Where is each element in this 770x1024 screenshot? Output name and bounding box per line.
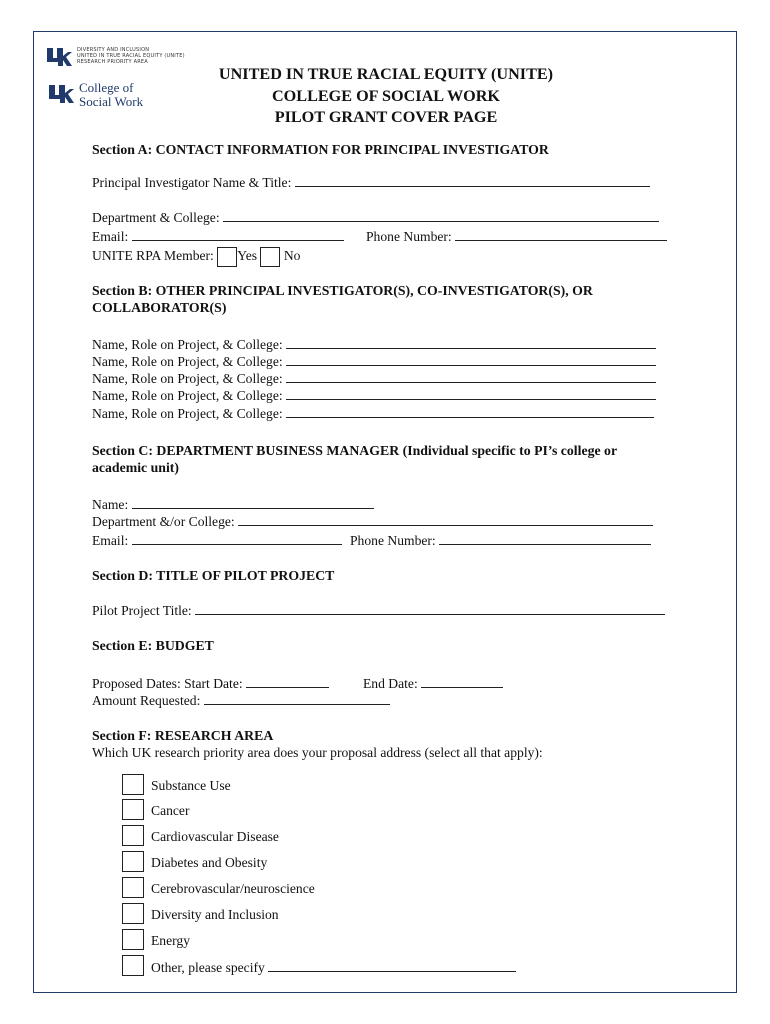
section-a-heading: Section A: CONTACT INFORMATION FOR PRINCIPAL INVESTIGATOR [92, 142, 549, 157]
collaborator-line[interactable] [286, 405, 654, 418]
collaborator-label: Name, Role on Project, & College: [92, 337, 283, 352]
manager-dept-line[interactable] [238, 513, 653, 526]
logo-line-1: DIVERSITY AND INCLUSION [77, 47, 150, 53]
unite-member-label: UNITE RPA Member: [92, 248, 214, 263]
end-date-field[interactable] [363, 675, 503, 692]
pi-dept-line[interactable] [223, 209, 659, 222]
section-b-heading-1: Section B: OTHER PRINCIPAL INVESTIGATOR(S), CO-INVESTIGATOR(S), OR [92, 283, 593, 298]
collaborator-label: Name, Role on Project, & College: [92, 354, 283, 369]
pi-phone-field[interactable] [366, 228, 667, 245]
manager-phone-field[interactable] [350, 532, 651, 549]
title-line-2: COLLEGE OF SOCIAL WORK [271, 87, 501, 105]
pi-email-line[interactable] [132, 228, 344, 241]
pi-dept-field[interactable] [92, 209, 659, 226]
other-label: Other, please specify [151, 960, 265, 975]
cardiovascular-checkbox[interactable] [122, 825, 144, 846]
section-e-heading: Section E: BUDGET [92, 638, 214, 653]
logo-line-3: RESEARCH PRIORITY AREA [77, 59, 148, 65]
pi-name-line[interactable] [295, 174, 650, 187]
pi-phone-label: Phone Number: [366, 229, 452, 244]
pi-name-field[interactable] [92, 174, 650, 191]
manager-dept-field[interactable] [92, 513, 653, 530]
section-c-heading-2: academic unit) [92, 460, 179, 475]
uk-monogram-icon [46, 46, 72, 68]
project-title-field[interactable] [92, 602, 665, 619]
amount-field[interactable] [92, 692, 390, 709]
cerebrovascular-checkbox[interactable] [122, 877, 144, 898]
other-field[interactable] [151, 959, 516, 976]
section-d-heading: Section D: TITLE OF PILOT PROJECT [92, 568, 335, 583]
uk-monogram-icon-2 [48, 83, 75, 107]
project-title-label: Pilot Project Title: [92, 603, 192, 618]
manager-name-label: Name: [92, 497, 129, 512]
manager-name-field[interactable] [92, 496, 374, 513]
collaborator-row[interactable] [92, 370, 656, 387]
start-date-label: Proposed Dates: Start Date: [92, 676, 243, 691]
unite-member-row [92, 245, 300, 267]
logo-college-line2: Social Work [79, 94, 144, 109]
section-b-heading-2: COLLABORATOR(S) [92, 300, 227, 315]
manager-email-label: Email: [92, 533, 129, 548]
manager-dept-label: Department &/or College: [92, 514, 235, 529]
collaborator-label: Name, Role on Project, & College: [92, 388, 283, 403]
yes-checkbox[interactable] [217, 247, 237, 267]
title-line-3: PILOT GRANT COVER PAGE [274, 108, 498, 126]
diabetes-obesity-checkbox[interactable] [122, 851, 144, 872]
pi-email-label: Email: [92, 229, 129, 244]
energy-checkbox[interactable] [122, 929, 144, 950]
collaborator-line[interactable] [286, 336, 656, 349]
manager-email-line[interactable] [132, 532, 342, 545]
diversity-inclusion-checkbox[interactable] [122, 903, 144, 924]
collaborator-row[interactable] [92, 336, 656, 353]
energy-label: Energy [151, 933, 191, 948]
cerebrovascular-label: Cerebrovascular/neuroscience [151, 881, 315, 896]
diabetes-obesity-label: Diabetes and Obesity [151, 855, 268, 870]
diversity-inclusion-label: Diversity and Inclusion [151, 907, 279, 922]
manager-name-line[interactable] [132, 496, 374, 509]
substance-use-checkbox[interactable] [122, 774, 144, 795]
other-checkbox[interactable] [122, 955, 144, 976]
section-f-heading: Section F: RESEARCH AREA [92, 728, 274, 743]
project-title-line[interactable] [195, 602, 665, 615]
collaborator-label: Name, Role on Project, & College: [92, 406, 283, 421]
pi-dept-label: Department & College: [92, 210, 220, 225]
cancer-label: Cancer [151, 803, 190, 818]
substance-use-label: Substance Use [151, 778, 231, 793]
no-checkbox[interactable] [260, 247, 280, 267]
other-specify-line[interactable] [268, 959, 516, 972]
end-date-label: End Date: [363, 676, 418, 691]
collaborator-line[interactable] [286, 370, 656, 383]
cancer-checkbox[interactable] [122, 799, 144, 820]
collaborator-label: Name, Role on Project, & College: [92, 371, 283, 386]
end-date-line[interactable] [421, 675, 503, 688]
start-date-field[interactable] [92, 675, 329, 692]
start-date-line[interactable] [246, 675, 329, 688]
cardiovascular-label: Cardiovascular Disease [151, 829, 279, 844]
pi-email-field[interactable] [92, 228, 344, 245]
yes-label: Yes [237, 248, 258, 263]
pi-phone-line[interactable] [455, 228, 667, 241]
section-f-prompt: Which UK research priority area does your proposal address (select all that apply): [92, 745, 543, 760]
manager-phone-line[interactable] [439, 532, 651, 545]
title-line-1: UNITED IN TRUE RACIAL EQUITY (UNITE) [218, 65, 554, 83]
manager-phone-label: Phone Number: [350, 533, 436, 548]
logo-line-2: UNITED IN TRUE RACIAL EQUITY (UNITE) [77, 53, 185, 59]
manager-email-field[interactable] [92, 532, 342, 549]
logo-college-line1: College of [79, 80, 134, 95]
amount-label: Amount Requested: [92, 693, 201, 708]
collaborator-line[interactable] [286, 353, 656, 366]
no-label: No [283, 248, 301, 263]
collaborator-line[interactable] [286, 387, 656, 400]
collaborator-row[interactable] [92, 387, 656, 404]
collaborator-row[interactable] [92, 405, 654, 422]
pi-name-label: Principal Investigator Name & Title: [92, 175, 292, 190]
section-c-heading-1: Section C: DEPARTMENT BUSINESS MANAGER (Individual specific to PI’s college or [92, 443, 618, 458]
collaborator-row[interactable] [92, 353, 656, 370]
amount-line[interactable] [204, 692, 390, 705]
